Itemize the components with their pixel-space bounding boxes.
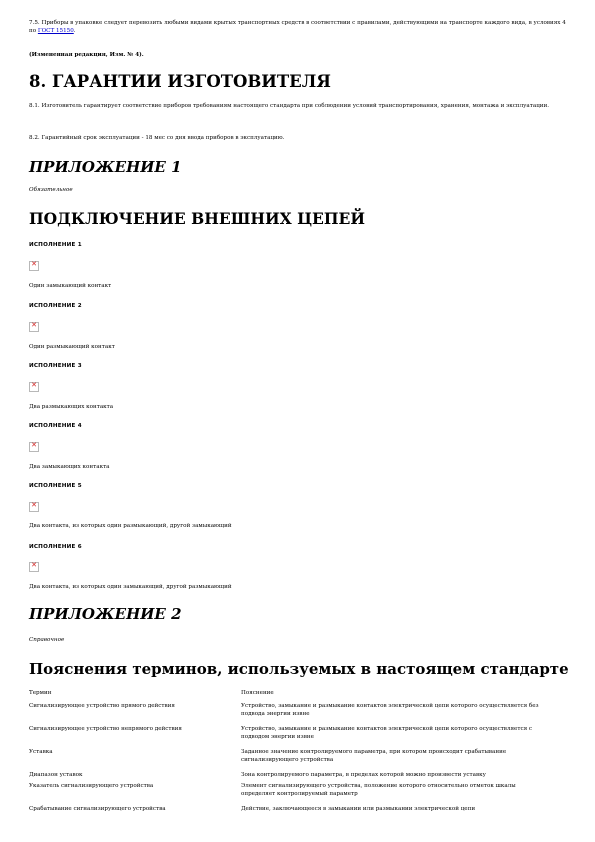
paragraph-8-2: 8.2. Гарантийный срок эксплуатации - 18 мес со дня ввода приборов в эксплуатацию. [29,135,285,141]
table-cell-explanation: Действие, заключающееся в замыкании или размыкании электрической цепи [241,806,476,812]
appendix-2-title: ПРИЛОЖЕНИЕ 2 [29,605,182,623]
variant-4-label: ИСПОЛНЕНИЕ 4 [29,423,82,429]
appendix-1-title: ПРИЛОЖЕНИЕ 1 [29,158,182,176]
variant-6-label: ИСПОЛНЕНИЕ 6 [29,544,82,550]
variant-2-caption: Один размыкающий контакт [29,344,115,350]
variant-6-caption: Два контакта, из которых один замыкающий, другой размыкающий [29,584,232,590]
paragraph-7-5-text: 7.5. Приборы в упаковке следует перевозить любыми видами крытых транспортных средств в соответствии с правилами, действующими на транспорте каждого вида, в условиях 4 по [29,20,566,34]
variant-5-caption: Два контакта, из которых один размыкающий, другой замыкающий [29,523,232,529]
table-cell-explanation: Зона контролируемого параметра, в пределах которой можно произвести уставку [241,772,486,778]
appendix-2-heading: Пояснения терминов, используемых в настоящем стандарте [29,660,569,678]
amendment-note: (Измененная редакция, Изм. № 4). [29,52,144,58]
broken-image-icon [29,502,39,512]
paragraph-7-5-end: . [73,28,76,34]
appendix-1-status: Обязательное [29,187,73,193]
broken-image-icon [29,442,39,452]
paragraph-8-1: 8.1. Изготовитель гарантирует соответствие приборов требованиям настоящего стандарта при соблюдении условий транспортирования, хранения, монтажа и эксплуатации. [29,103,550,109]
table-row [29,772,547,783]
table-cell-explanation: Устройство, замыкание и размыкание контактов электрической цепи которого осуществляется без подвода энергии извне [241,703,539,717]
terms-table [29,690,547,817]
variant-3-label: ИСПОЛНЕНИЕ 3 [29,363,82,369]
table-cell-term: Срабатывание сигнализирующего устройства [29,806,166,812]
broken-image-icon [29,322,39,332]
variant-3-caption: Два размыкающих контакта [29,404,114,410]
broken-image-icon [29,562,39,572]
table-cell-term: Сигнализирующее устройство прямого действия [29,703,175,709]
table-cell-term: Уставка [29,749,53,755]
appendix-2-status: Справочное [29,637,65,643]
table-cell-term: Диапазон уставок [29,772,83,778]
variant-5-label: ИСПОЛНЕНИЕ 5 [29,483,82,489]
variant-1-caption: Один замыкающий контакт [29,283,112,289]
table-cell-explanation: Устройство, замыкание и размыкание контактов электрической цепи которого осуществляется с подводом энергии извне [241,726,533,740]
broken-image-icon [29,382,39,392]
gost-15150-link[interactable]: ГОСТ 15150 [37,28,74,34]
broken-image-icon [29,261,39,271]
table-header-explanation: Пояснение [241,690,274,696]
table-header-term: Термин [29,690,52,696]
table-row [29,806,547,817]
table-row [29,783,547,806]
section-8-heading: 8. ГАРАНТИИ ИЗГОТОВИТЕЛЯ [29,72,331,91]
table-cell-term: Указатель сигнализирующего устройства [29,783,154,789]
table-row [29,703,547,726]
variant-2-label: ИСПОЛНЕНИЕ 2 [29,303,82,309]
variant-4-caption: Два замыкающих контакта [29,464,110,470]
table-row [29,749,547,772]
paragraph-7-5 [29,19,569,35]
table-cell-term: Сигнализирующее устройство непрямого действия [29,726,182,732]
table-cell-explanation: Заданное значение контролируемого параметра, при котором происходит срабатывание сигнализирующего устройства [241,749,507,763]
table-header-row [29,690,547,703]
table-row [29,726,547,749]
table-cell-explanation: Элемент сигнализирующего устройства, положение которого относительно отметок шкалы определяет контролируемый параметр [241,783,516,797]
variant-1-label: ИСПОЛНЕНИЕ 1 [29,242,82,248]
appendix-1-heading: ПОДКЛЮЧЕНИЕ ВНЕШНИХ ЦЕПЕЙ [29,209,365,228]
